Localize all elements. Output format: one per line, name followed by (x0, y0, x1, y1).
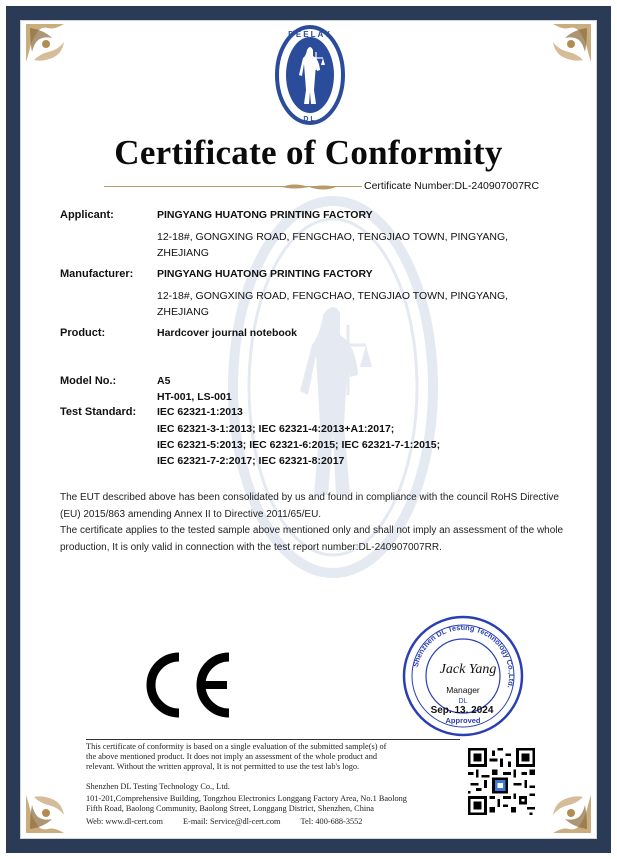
approval-date: Sep. 13. 2024 (430, 705, 494, 716)
footer-company-name: Shenzhen DL Testing Technology Co., Ltd. (86, 782, 230, 791)
model-value: HT-001, LS-001 (157, 391, 232, 403)
statement-line: production, It is only valid in connection with the test report number:DL-240907007RR. (60, 541, 442, 553)
manager-signature: Jack Yang (439, 662, 497, 677)
statement-line: The certificate applies to the tested sample above mentioned only and shall not imply an assessment of the whole (60, 525, 564, 536)
approved-stamp: Approved (445, 716, 481, 725)
footer-web-link[interactable]: Web: www.dl-cert.com (86, 817, 163, 826)
model-value: A5 (157, 375, 171, 387)
seal-ring-text: Shenzhen DL Testing Technology Co.,Ltd. (410, 622, 517, 690)
manufacturer-name: PINGYANG HUATONG PRINTING FACTORY (157, 268, 373, 280)
footer-disclaimer (86, 742, 466, 772)
logo-bottom-text: DL (303, 116, 317, 123)
disclaimer-line: relevant. Without the written approval, It is not permitted to use the test lab's logo. (86, 762, 360, 771)
manufacturer-label: Manufacturer: (60, 268, 134, 280)
disclaimer-line: the above mentioned product. It does not imply an assessment of the whole product and (86, 752, 378, 761)
title-ornament-icon (280, 182, 338, 192)
manufacturer-address-line: ZHEJIANG (157, 305, 209, 318)
statement-line: The EUT described above has been consolidated by us and found in compliance with the council RoHS Directive (60, 492, 559, 503)
certificate-title: Certificate of Conformity (114, 133, 503, 172)
footer-divider (86, 739, 460, 740)
applicant-name: PINGYANG HUATONG PRINTING FACTORY (157, 209, 373, 221)
qr-code-icon[interactable] (468, 748, 535, 815)
test-standard-line: IEC 62321-3-1:2013; IEC 62321-4:2013+A1:2017; (157, 423, 395, 435)
footer-contact (86, 817, 466, 827)
corner-ornament-icon (533, 775, 593, 835)
applicant-address (157, 230, 547, 261)
ce-mark-icon (139, 651, 235, 719)
footer-email-link[interactable]: E-mail: Service@dl-cert.com (182, 817, 281, 826)
test-standard-line: IEC 62321-5:2013; IEC 62321-6:2015; IEC 62321-7-1:2015; (157, 439, 441, 451)
deelay-logo-icon (274, 24, 346, 126)
applicant-address-line: 12-18#, GONGXING ROAD, FENGCHAO, TENGJIAO TOWN, PINGYANG, (157, 231, 509, 243)
model-label: Model No.: (60, 375, 117, 387)
manager-title: Manager (446, 685, 480, 695)
test-standard-line: IEC 62321-7-2:2017; IEC 62321-8:2017 (157, 455, 345, 467)
test-standard-line: IEC 62321-1:2013 (157, 406, 243, 418)
applicant-label: Applicant: (60, 209, 114, 221)
certificate-number: Certificate Number:DL-240907007RC (364, 180, 540, 192)
approval-seal-icon (402, 615, 524, 737)
statement-line: (EU) 2015/863 amending Annex II to Directive 2011/65/EU. (60, 508, 322, 520)
product-label: Product: (60, 327, 106, 339)
footer-address-line: 101-201,Comprehensive Building, Tongzhou Electronics Longgang Factory Area, No.1 Baolong (86, 794, 407, 803)
logo-arc-text: DEELAY (288, 30, 332, 39)
product-value: Hardcover journal notebook (157, 327, 298, 339)
test-standard-label: Test Standard: (60, 406, 137, 418)
footer-tel: Tel: 400-688-3552 (300, 817, 363, 826)
footer-company-info (86, 782, 466, 814)
footer-address-line: Fifth Road, Baolong Community, Baolong Street, Longgang District, Shenzhen, China (86, 804, 374, 813)
compliance-statement (60, 490, 580, 556)
seal-inner-text: DL (458, 698, 468, 705)
applicant-address-line: ZHEJIANG (157, 246, 209, 259)
disclaimer-line: This certificate of conformity is based on a single evaluation of the submitted sample(s) of (86, 742, 387, 751)
corner-ornament-icon (533, 22, 593, 82)
manufacturer-address-line: 12-18#, GONGXING ROAD, FENGCHAO, TENGJIAO TOWN, PINGYANG, (157, 290, 509, 302)
manufacturer-address (157, 289, 547, 320)
corner-ornament-icon (24, 775, 84, 835)
corner-ornament-icon (24, 22, 84, 82)
